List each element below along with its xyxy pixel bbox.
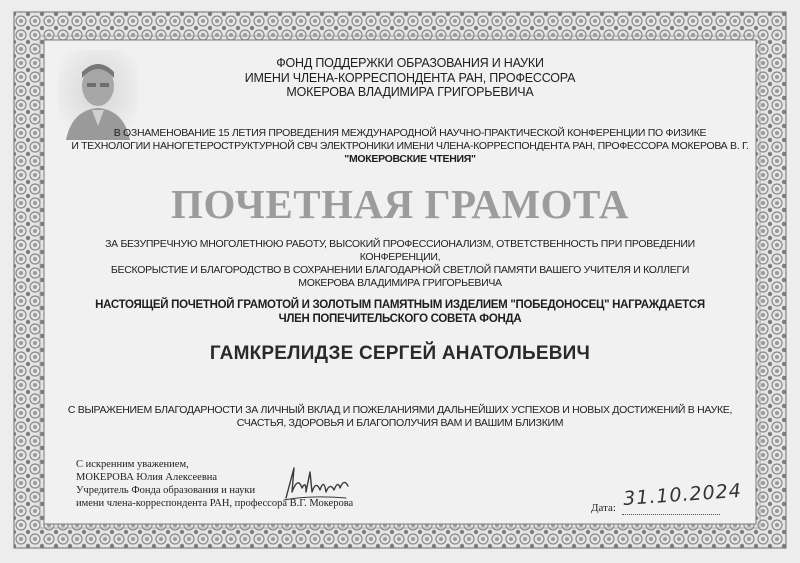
occasion-line-1: В ОЗНАМЕНОВАНИЕ 15 ЛЕТИЯ ПРОВЕДЕНИЯ МЕЖДУНАРОДНОЙ НАУЧНО-ПРАКТИЧЕСКОЙ КОНФЕРЕНЦИИ ПО ФИЗИКЕ — [113, 127, 707, 139]
occasion-text — [60, 127, 760, 166]
occasion-line-2: И ТЕХНОЛОГИИ НАНОГЕТЕРОСТРУКТУРНОЙ СВЧ ЭЛЕКТРОНИКИ ИМЕНИ ЧЛЕНА-КОРРЕСПОНДЕНТА РАН, ПРОФЕССОРА МОКЕРОВА В. Г. — [71, 140, 749, 152]
occasion-line-3 — [60, 153, 760, 166]
signatory-line-2: МОКЕРОВА Юлия Алексеевна — [76, 472, 218, 483]
reason-line-1: ЗА БЕЗУПРЕЧНУЮ МНОГОЛЕТНЮЮ РАБОТУ, ВЫСОКИЙ ПРОФЕССИОНАЛИЗМ, ОТВЕТСТВЕННОСТЬ ПРИ ПРОВЕДЕНИИ КОНФЕРЕНЦИИ, — [105, 238, 695, 263]
signatory-line-1: С искренним уважением, — [76, 459, 189, 470]
reason-text — [70, 238, 730, 290]
reason-line-3: МОКЕРОВА ВЛАДИМИРА ГРИГОРЬЕВИЧА — [298, 277, 502, 289]
conference-name: "МОКЕРОВСКИЕ ЧТЕНИЯ" — [344, 153, 476, 165]
award-line-1: НАСТОЯЩЕЙ ПОЧЕТНОЙ ГРАМОТОЙ И ЗОЛОТЫМ ПАМЯТНЫМ ИЗДЕЛИЕМ "ПОБЕДОНОСЕЦ" НАГРАЖДАЕТСЯ — [95, 299, 705, 311]
handwritten-signature — [280, 462, 355, 504]
fund-header — [130, 56, 690, 100]
award-text — [60, 298, 740, 326]
reason-line-2: БЕСКОРЫСТИЕ И БЛАГОРОДСТВО В СОХРАНЕНИИ БЛАГОДАРНОЙ СВЕТЛОЙ ПАМЯТИ ВАШЕГО УЧИТЕЛЯ И КОЛЛЕГИ — [110, 264, 690, 276]
fund-header-line-1: ФОНД ПОДДЕРЖКИ ОБРАЗОВАНИЯ И НАУКИ — [276, 56, 544, 70]
signatory-line-3: Учредитель Фонда образования и науки — [76, 485, 256, 496]
certificate-title: ПОЧЕТНАЯ ГРАМОТА — [171, 181, 629, 227]
wishes-line-1: С ВЫРАЖЕНИЕМ БЛАГОДАРНОСТИ ЗА ЛИЧНЫЙ ВКЛАД И ПОЖЕЛАНИЯМИ ДАЛЬНЕЙШИХ УСПЕХОВ И НОВЫХ ДОСТИЖЕНИЙ В НАУКЕ, — [67, 404, 733, 416]
wishes-text — [60, 404, 740, 430]
award-line-2: ЧЛЕН ПОПЕЧИТЕЛЬСКОГО СОВЕТА ФОНДА — [278, 313, 522, 325]
date-label: Дата: — [591, 502, 616, 514]
fund-header-line-2: ИМЕНИ ЧЛЕНА-КОРРЕСПОНДЕНТА РАН, ПРОФЕССОРА — [244, 70, 576, 85]
date-value: 31.10.2024 — [622, 479, 743, 510]
signatory-line-4: имени члена-корреспондента РАН, профессора В.Г. Мокерова — [76, 498, 354, 509]
fund-header-line-3: МОКЕРОВА ВЛАДИМИРА ГРИГОРЬЕВИЧА — [286, 85, 534, 99]
wishes-line-2: СЧАСТЬЯ, ЗДОРОВЬЯ И БЛАГОПОЛУЧИЯ ВАМ И ВАШИМ БЛИЗКИМ — [236, 417, 564, 429]
date-underline — [622, 514, 720, 515]
recipient-name: ГАМКРЕЛИДЗЕ СЕРГЕЙ АНАТОЛЬЕВИЧ — [209, 343, 591, 364]
